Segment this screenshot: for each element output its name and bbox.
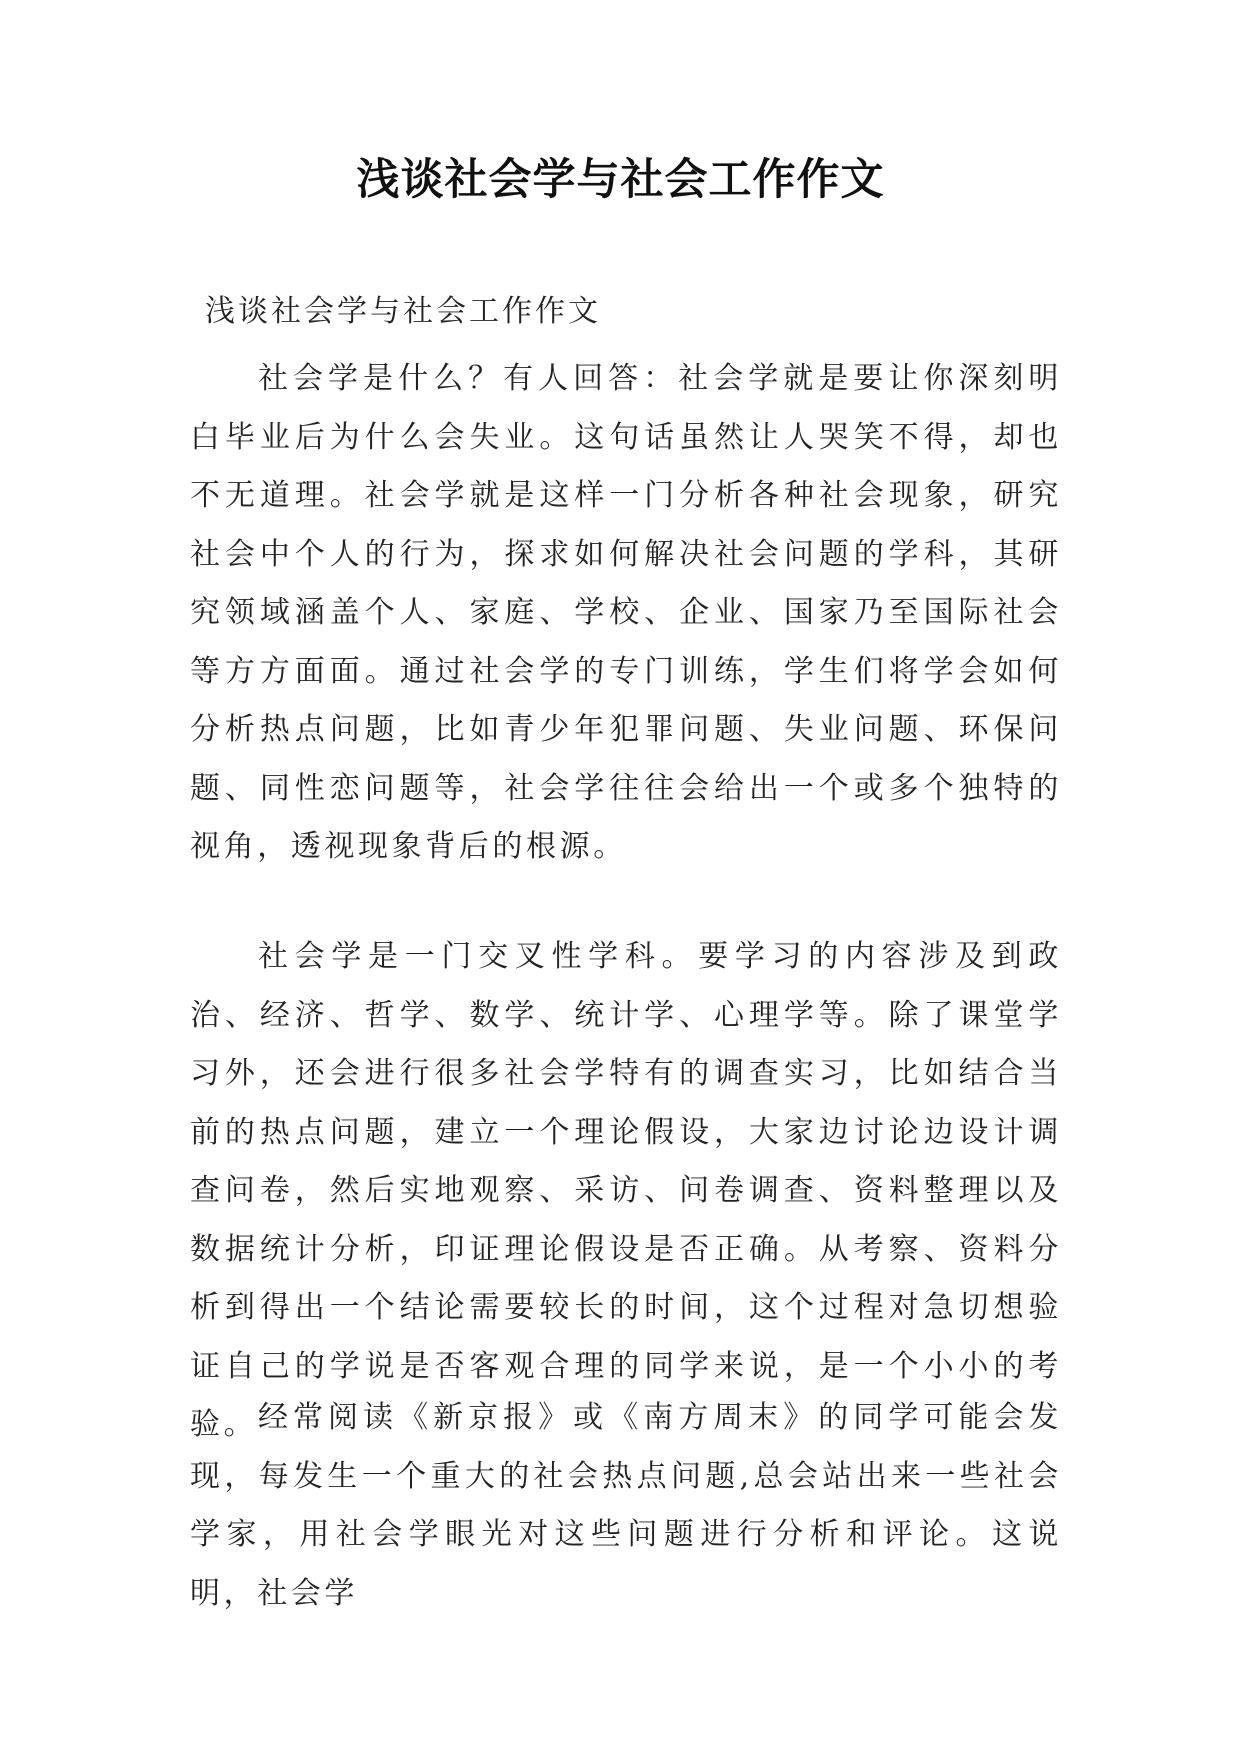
document-subtitle: 浅谈社会学与社会工作作文 [205,294,601,329]
body-paragraph-2: 社会学是一门交叉性学科。要学习的内容涉及到政治、经济、哲学、数学、统计学、心理学等。除了课堂学习外，还会进行很多社会学特有的调查实习，比如结合当前的热点问题，建立一个理论假设，大家边讨论边设计调查问卷，然后实地观察、采访、问卷调查、资料整理以及数据统计分析，印证理论假设是否正确。从考察、资料分析到得出一个结论需要较长的时间，这个过程对急切想验证自己的学说是否客观合理的同学来说，是一个小小的考验。 [190,939,1062,1442]
body-paragraph-3: 经常阅读《新京报》或《南方周末》的同学可能会发现，每发生一个重大的社会热点问题,总会站出来一些社会学家，用社会学眼光对这些问题进行分析和评论。这说明，社会学 [190,1400,1062,1611]
document-title: 浅谈社会学与社会工作作文 [356,155,885,205]
body-paragraph-1: 社会学是什么？有人回答：社会学就是要让你深刻明白毕业后为什么会失业。这句话虽然让人哭笑不得，却也不无道理。社会学就是这样一门分析各种社会现象，研究社会中个人的行为，探求如何解决社会问题的学科，其研究领域涵盖个人、家庭、学校、企业、国家乃至国际社会等方方面面。通过社会学的专门训练，学生们将学会如何分析热点问题，比如青少年犯罪问题、失业问题、环保问题、同性恋问题等，社会学往往会给出一个或多个独特的视角，透视现象背后的根源。 [190,361,1062,864]
